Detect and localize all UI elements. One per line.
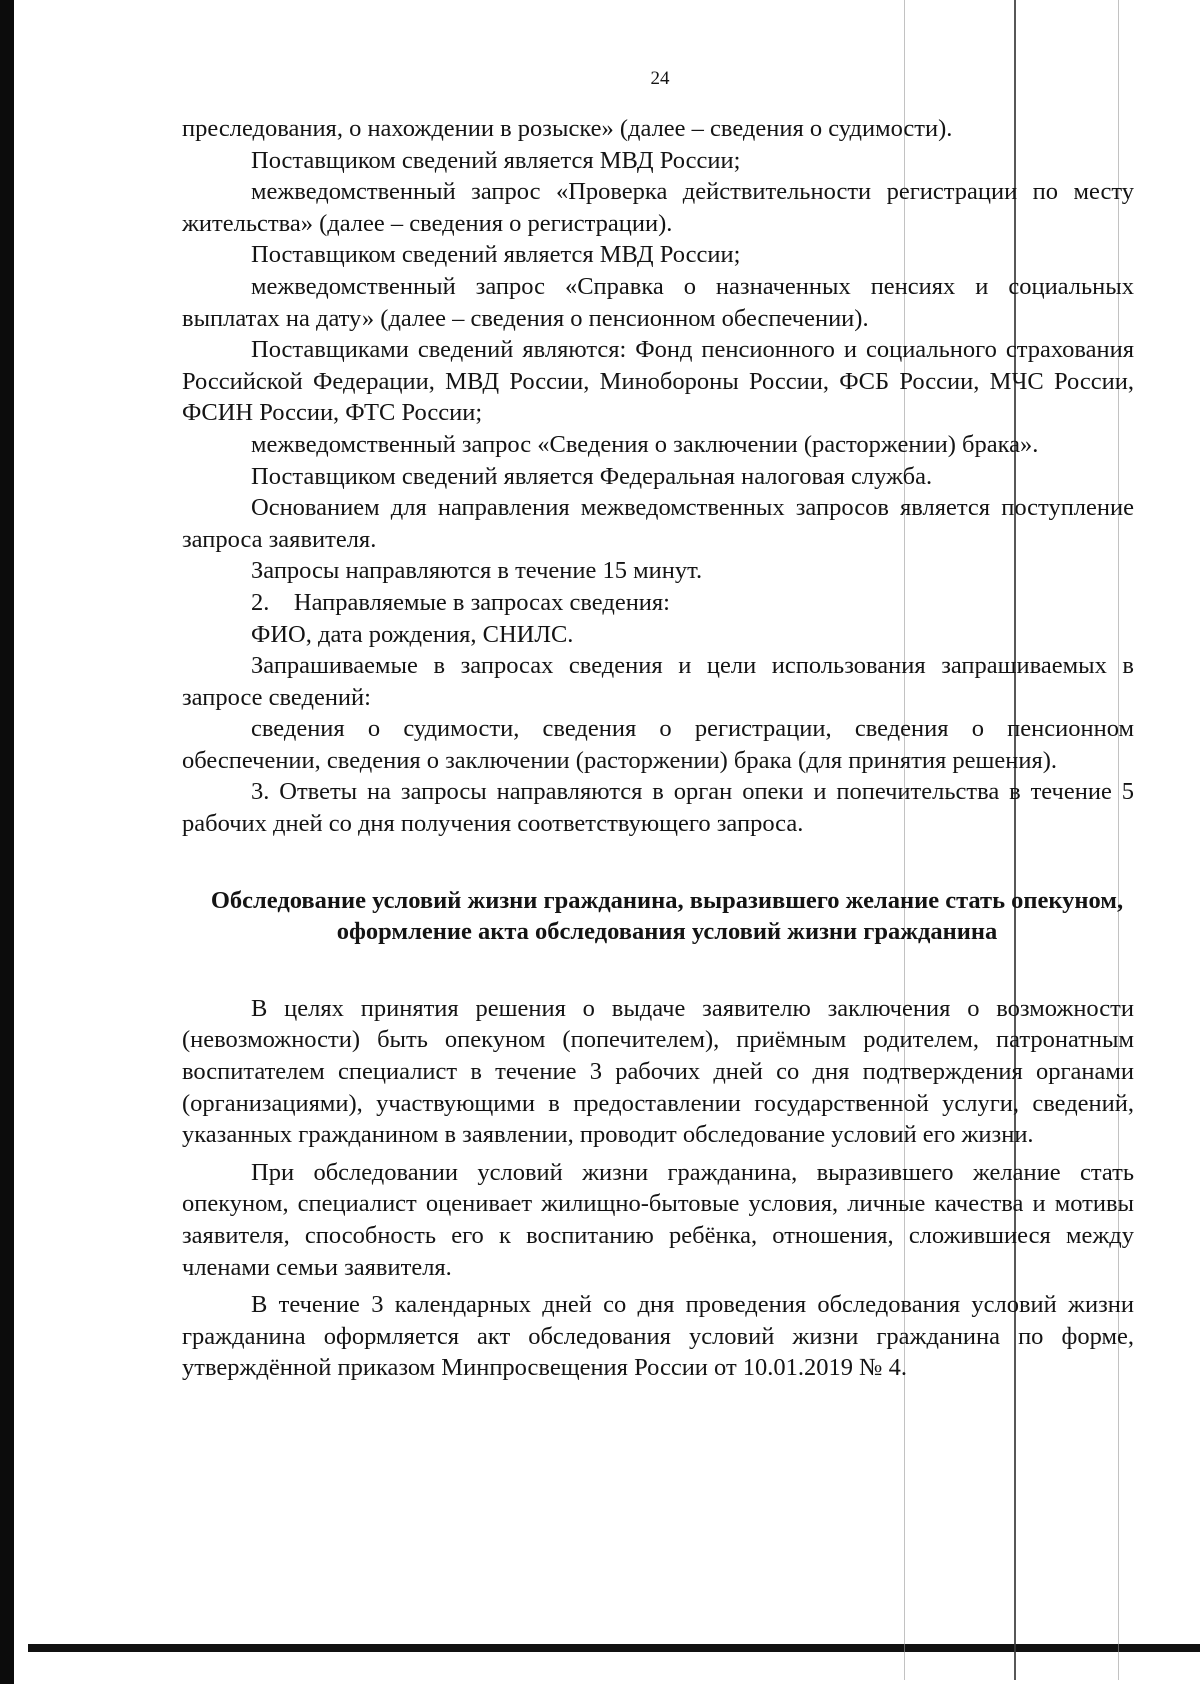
paragraph: межведомственный запрос «Справка о назначенных пенсиях и социальных выплатах на дату» (далее – сведения о пенсионном обеспечении). bbox=[182, 272, 1134, 332]
section-gap bbox=[182, 840, 1134, 885]
paragraph: межведомственный запрос «Сведения о заключении (расторжении) брака». bbox=[251, 430, 1039, 458]
page-number: 24 bbox=[650, 68, 670, 89]
paragraph: В течение 3 календарных дней со дня проведения обследования условий жизни гражданина оформляется акт обследования условий жизни гражданина по форме, утверждённой приказом Минпросвещения России от 10.01.2019 № 4. bbox=[182, 1291, 1134, 1382]
paragraph: Поставщиками сведений являются: Фонд пенсионного и социального страхования Российской Федерации, МВД России, Минобороны России, ФСБ России, МЧС России, ФСИН России, ФТС России; bbox=[182, 336, 1134, 427]
paragraph: сведения о судимости, сведения о регистрации, сведения о пенсионном обеспечении, сведения о заключении (расторжении) брака (для принятия решения). bbox=[182, 715, 1134, 774]
paragraph: преследования, о нахождении в розыске» (далее – сведения о судимости). bbox=[182, 115, 953, 142]
section-gap bbox=[182, 948, 1134, 993]
scan-bottom-edge bbox=[28, 1644, 1200, 1652]
section-heading: Обследование условий жизни гражданина, выразившего желание стать опекуном, оформление акта обследования условий жизни гражданина bbox=[210, 886, 1124, 946]
paragraph: 3. Ответы на запросы направляются в орган опеки и попечительства в течение 5 рабочих дней со дня получения соответствующего запроса. bbox=[182, 778, 1134, 838]
paragraph: 2. Направляемые в запросах сведения: bbox=[251, 588, 670, 616]
paragraph: Запросы направляются в течение 15 минут. bbox=[251, 557, 703, 585]
paragraph: Запрашиваемые в запросах сведения и цели использования запрашиваемых в запросе сведений: bbox=[182, 652, 1134, 711]
paragraph: В целях принятия решения о выдаче заявителю заключения о возможности (невозможности) быть опекуном (попечителем), приёмным родителем, патронатным воспитателем специалист в течение 3 рабочих дней со дня подтверждения органами (организациями), участвующими в предоставлении государственной услуги, сведений, указанных гражданином в заявлении, проводит обследование условий его жизни. bbox=[182, 994, 1134, 1149]
paragraph: ФИО, дата рождения, СНИЛС. bbox=[251, 620, 574, 648]
paragraph: Поставщиком сведений является МВД России; bbox=[251, 146, 741, 174]
paragraph: Поставщиком сведений является Федеральная налоговая служба. bbox=[251, 462, 933, 490]
paragraph: Поставщиком сведений является МВД России; bbox=[251, 241, 741, 269]
scan-left-edge bbox=[0, 0, 14, 1684]
paragraph: При обследовании условий жизни гражданина, выразившего желание стать опекуном, специалист оценивает жилищно-бытовые условия, личные качества и мотивы заявителя, способность его к воспитанию ребёнка, отношения, сложившиеся между членами семьи заявителя. bbox=[182, 1158, 1134, 1281]
paragraph: Основанием для направления межведомственных запросов является поступление запроса заявителя. bbox=[182, 494, 1134, 553]
body-text bbox=[182, 113, 1134, 1384]
paragraph: межведомственный запрос «Проверка действительности регистрации по месту жительства» (далее – сведения о регистрации). bbox=[182, 178, 1134, 237]
